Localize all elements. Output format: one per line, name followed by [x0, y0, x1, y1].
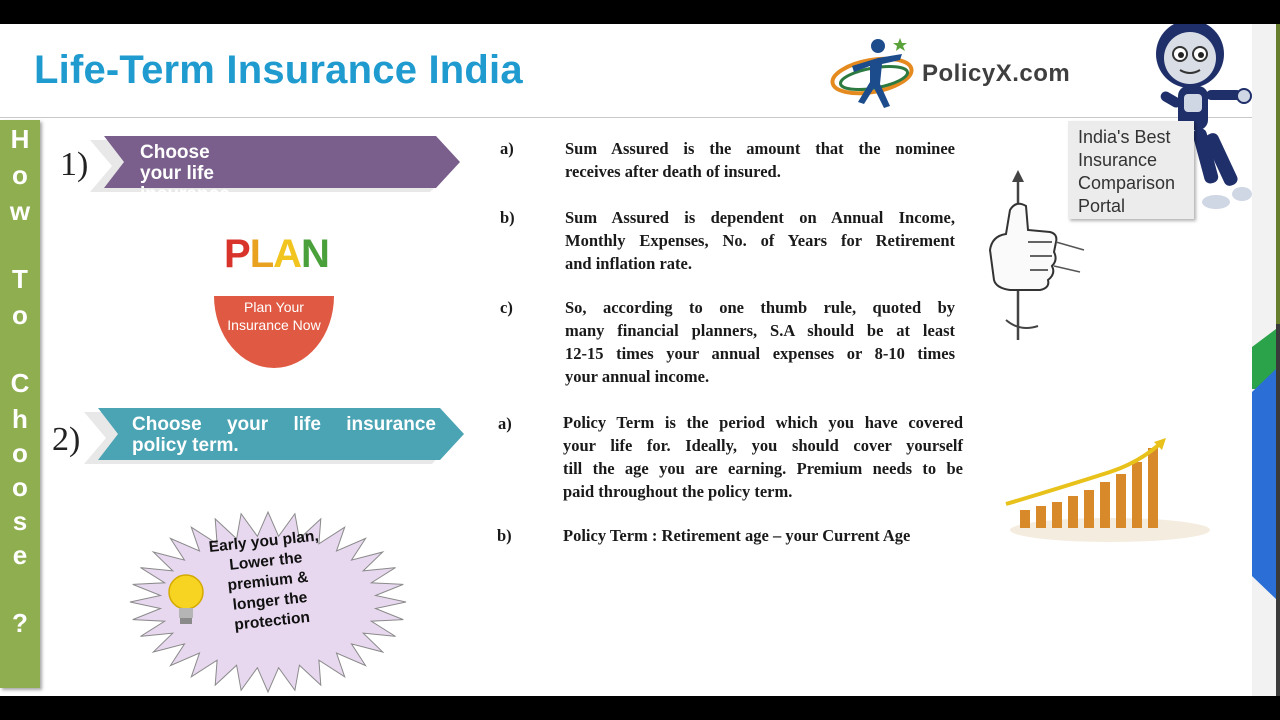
policyx-logo-icon — [830, 32, 920, 112]
side-letter: T — [12, 264, 28, 294]
callout-line: Insurance — [1078, 150, 1158, 170]
point-text — [565, 137, 955, 183]
point-line: Monthly Expenses, No. of Years for Retirement — [565, 231, 955, 250]
point-line: your life for. Ideally, you should cover yourself — [563, 436, 963, 455]
starburst-line: protection — [233, 608, 311, 634]
point-text — [563, 411, 963, 503]
strip-olive — [1276, 24, 1280, 324]
plan-caption-line: Plan Your — [244, 299, 304, 315]
side-letter: o — [12, 472, 28, 502]
plan-letter: N — [301, 232, 329, 276]
banner-line: Choose your life insurance — [140, 142, 230, 205]
point-line: and inflation rate. — [565, 254, 692, 273]
point-label: a) — [498, 414, 512, 433]
point-line: your annual income. — [565, 367, 710, 386]
point-text — [565, 206, 955, 275]
point-text — [563, 524, 963, 547]
point-line: till the age you are earning. Premium needs to be — [563, 459, 963, 478]
side-letter: s — [12, 506, 28, 536]
right-edge-strip — [1252, 24, 1280, 696]
point-line: Sum Assured is dependent on Annual Income, — [565, 208, 955, 227]
callout-line: Portal — [1078, 196, 1126, 216]
point-line: So, according to one thumb rule, quoted by — [565, 298, 955, 317]
callout-text — [1078, 126, 1175, 218]
starburst-line: Early you plan, — [208, 527, 320, 556]
callout-line: India's Best — [1078, 127, 1171, 147]
point-line: paid throughout the policy term. — [563, 482, 793, 501]
side-letter: C — [10, 368, 30, 398]
side-letter: w — [9, 196, 31, 226]
starburst-line: longer the — [231, 589, 309, 614]
side-letter: o — [12, 438, 28, 468]
point-line: Sum Assured is the amount that the nominee — [565, 139, 955, 158]
starburst-line: premium & — [226, 568, 310, 595]
banner-line: coverage :- Sum Assured — [140, 205, 224, 268]
callout-line: Comparison — [1078, 173, 1176, 193]
step-number: 2) — [52, 421, 81, 458]
point-label: b) — [500, 208, 515, 227]
growth-chart-icon — [1000, 438, 1214, 544]
point-label: a) — [500, 139, 514, 158]
plan-letter: L — [249, 232, 274, 276]
side-letter: ? — [12, 608, 28, 638]
side-letter: o — [12, 160, 28, 190]
banner-line: Choose your life insurance — [132, 414, 436, 435]
banner-line: policy term. — [132, 435, 239, 456]
plan-caption — [214, 298, 334, 334]
page-title: Life-Term Insurance India — [34, 48, 523, 92]
thumbs-up-icon — [980, 170, 1090, 346]
step-number: 1) — [60, 146, 89, 183]
side-letter: o — [12, 300, 28, 330]
starburst-line: Lower the — [228, 549, 304, 574]
point-line: receives after death of insured. — [565, 162, 781, 181]
point-line: 12-15 times your annual expenses or 8-10 times — [565, 344, 955, 363]
point-line: Policy Term is the period which you have covered — [563, 413, 963, 432]
point-line: Policy Term : Retirement age – your Current Age — [563, 526, 911, 545]
point-line: many financial planners, S.A should be at least — [565, 321, 955, 340]
bottom-letterbox — [0, 696, 1280, 720]
starburst-text — [193, 525, 343, 639]
side-letter: H — [10, 124, 30, 154]
side-panel — [0, 120, 40, 688]
point-label: c) — [500, 298, 513, 317]
strip-blue — [1252, 369, 1276, 599]
plan-letter: P — [224, 232, 250, 276]
side-letter: e — [12, 540, 28, 570]
side-letter: h — [12, 404, 28, 434]
slide — [0, 24, 1280, 696]
title-divider — [0, 117, 1255, 118]
plan-word — [224, 232, 329, 277]
policyx-logo-text: PolicyX.com — [922, 60, 1071, 87]
plan-letter: A — [273, 232, 302, 276]
plan-caption-line: Insurance Now — [227, 317, 321, 333]
point-text — [565, 296, 955, 388]
point-label: b) — [497, 526, 512, 545]
